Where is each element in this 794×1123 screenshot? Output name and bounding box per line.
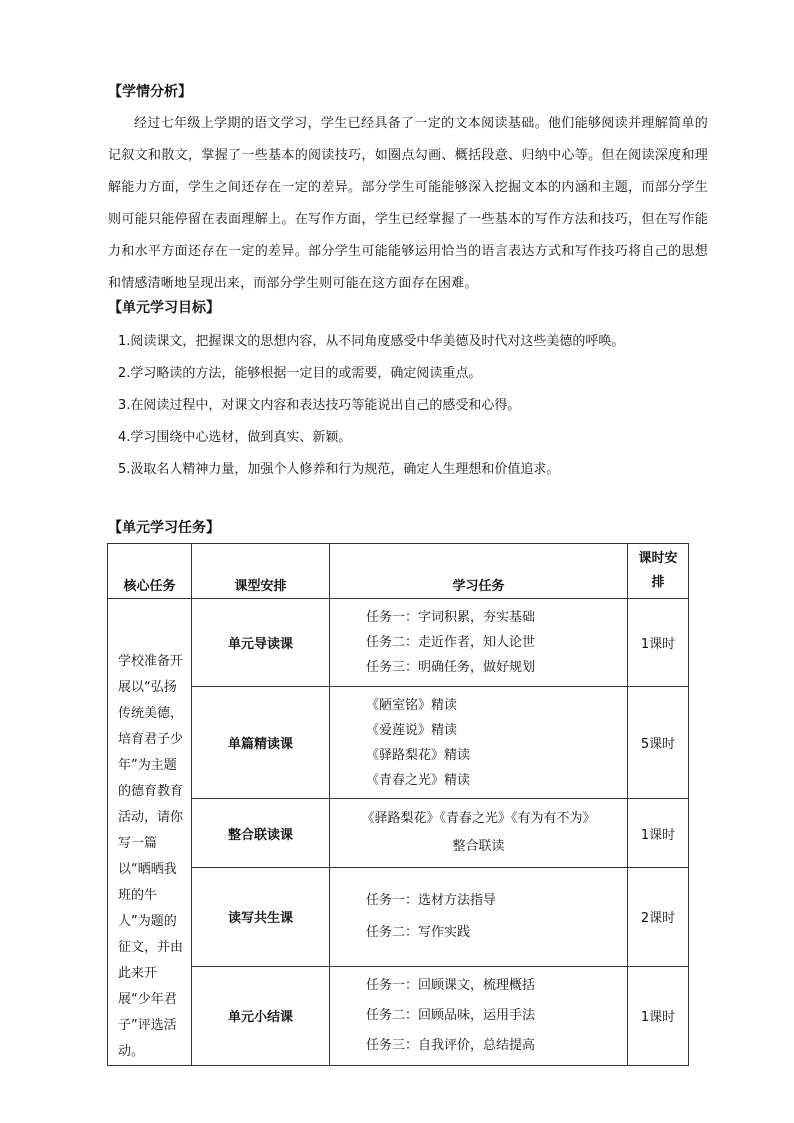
situation-heading: 【学情分析】: [108, 84, 192, 100]
table-row: [108, 966, 689, 1065]
lesson-type: 单篇精读课: [192, 687, 330, 799]
situation-paragraph: 经过七年级上学期的语文学习，学生已经具备了一定的文本阅读基础。他们能够阅读并理解简单的记叙文和散文，掌握了一些基本的阅读技巧，如圈点勾画、概括段意、归纳中心等。但在阅读深度和理解能力方面，学生之间还存在一定的差异。部分学生可能能够深入挖掘文本的内涵和主题，而部分学生则可能只能停留在表面理解上。在写作方面，学生已经掌握了一些基本的写作方法和技巧，但在写作能力和水平方面还存在一定的差异。部分学生可能能够运用恰当的语言表达方式和写作技巧将自己的思想和情感清晰地呈现出来，而部分学生则可能在这方面存在困难。: [108, 116, 708, 291]
task-item: 整合联读: [452, 839, 505, 855]
goals-heading: 【单元学习目标】: [108, 300, 220, 316]
task-items: [330, 799, 628, 868]
task-item: 任务二：回顾品味，运用手法: [366, 1007, 536, 1023]
goal-item: 3.在阅读过程中，对课文内容和表达技巧等能说出自己的感受和心得。: [118, 398, 521, 413]
table-header-row: [108, 544, 689, 599]
lesson-type: 单元小结课: [192, 966, 330, 1065]
task-item: 任务一：回顾课文，梳理概括: [366, 977, 536, 993]
lesson-hours: 1课时: [628, 799, 689, 868]
task-item: 《驿路梨花》《青春之光》《有为有不为》: [361, 811, 596, 827]
table-row: [108, 868, 689, 967]
tasks-heading: 【单元学习任务】: [108, 520, 220, 536]
task-item: 任务三：明确任务，做好规划: [366, 660, 536, 676]
task-item: 《驿路梨花》精读: [366, 747, 471, 763]
lesson-type: 单元导读课: [192, 599, 330, 687]
lesson-type: 整合联读课: [192, 799, 330, 868]
lesson-hours: 5课时: [628, 687, 689, 799]
task-item: 《陋室铭》精读: [366, 697, 458, 713]
lesson-type: 读写共生课: [192, 868, 330, 967]
lesson-hours: 1课时: [628, 599, 689, 687]
header-hours: 课时安排: [628, 544, 689, 599]
header-type: 课型安排: [192, 544, 330, 599]
task-item: 任务一：字词积累，夯实基础: [366, 610, 536, 626]
task-item: 任务三：自我评价，总结提高: [366, 1037, 536, 1053]
task-items: [330, 966, 628, 1065]
goal-item: 2.学习略读的方法，能够根据一定目的或需要，确定阅读重点。: [118, 366, 482, 381]
task-items: [330, 599, 628, 687]
table-row: [108, 799, 689, 868]
task-items: [330, 868, 628, 967]
goal-item: 1.阅读课文，把握课文的思想内容，从不同角度感受中华美德及时代对这些美德的呼唤。: [118, 334, 625, 349]
task-item: 任务二：写作实践: [366, 924, 471, 940]
task-item: 《青春之光》精读: [366, 772, 471, 788]
task-table: [107, 543, 689, 1066]
task-item: 《爱莲说》精读: [366, 722, 458, 738]
lesson-hours: 1课时: [628, 966, 689, 1065]
table-row: [108, 687, 689, 799]
task-item: 任务二：走近作者，知人论世: [366, 635, 536, 651]
table-row: [108, 599, 689, 687]
task-items: [330, 687, 628, 799]
goal-item: 4.学习围绕中心选材，做到真实、新颖。: [118, 430, 352, 445]
task-item: 任务一：选材方法指导: [366, 892, 497, 908]
goals-list: [118, 328, 624, 488]
lesson-hours: 2课时: [628, 868, 689, 967]
goal-item: 5.汲取名人精神力量，加强个人修养和行为规范，确定人生理想和价值追求。: [118, 462, 560, 477]
header-task: 学习任务: [330, 544, 628, 599]
header-core: 核心任务: [108, 544, 192, 599]
core-task-cell: 学校准备开展以“弘扬传统美德，培育君子少年”为主题的德育教育活动，请你写一篇以“晒晒我班的牛人”为题的征文，并由此来开展“少年君子”评选活动。: [108, 599, 192, 1066]
